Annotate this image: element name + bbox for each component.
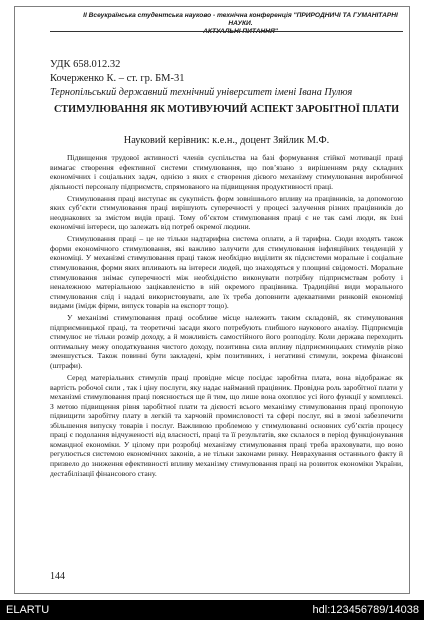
paragraph: У механізмі стимулювання праці особливе місце належить таким складовій, як стимулювання підприємницької праці, та теоретичні засади якого потребують глибшого наукового аналізу. Підприємців стимулює не тільки розмір доходу, а й можливість самостійного його розподілу. Коли держава переходить оптимальну межу оподаткування чистого доходу, позитивна сила впливу підприємницьких стимулів різко зменшується. Також повинні бути закладені, крім позитивних, і негативні стимули, зокрема фінансові (штрафи). xyxy=(50,313,403,370)
header-divider xyxy=(50,31,403,32)
author-line: Кочерженко К. – ст. гр. БМ-31 xyxy=(50,73,185,84)
conference-line-1: II Всеукраїнська студентська науково - технічна конференція "ПРИРОДНИЧІ ТА ГУМАНІТАРНІ НАУКИ. xyxy=(83,12,398,27)
paragraph: Стимулювання праці виступає як сукупність форм зовнішнього впливу на працівників, за допомогою яких суб’єкти стимулювання праці вирішують суперечності у процесі залучення різних працівників до неоднакових за змістом видів праці. Тому об’єктом стимулювання праці є не так самі люди, як їхні економічні інтереси, що залежать від потреб окремої людини. xyxy=(50,193,403,232)
paragraph: Підвищення трудової активності членів суспільства на базі формування стійкої мотивації праці вимагає створення ефективної системи стимулювання, що пов’язано з вирішенням ряду складних економічних і соціальних задач, однією з яких є створення дієвого механізму стимулювання виробничої діяльності персоналу підприємств, спрямованого на підвищення продуктивності праці. xyxy=(50,153,403,191)
udk-code: УДК 658.012.32 xyxy=(50,59,121,70)
repository-footer-bar xyxy=(0,600,424,620)
page-number: 144 xyxy=(50,571,65,582)
conference-line-2: АКТУАЛЬНІ ПИТАННЯ" xyxy=(203,28,278,35)
article-title: СТИМУЛЮВАННЯ ЯК МОТИВУЮЧИЙ АСПЕКТ ЗАРОБІТНОЇ ПЛАТИ xyxy=(53,104,400,115)
document-page xyxy=(14,6,410,594)
article-body xyxy=(50,153,403,481)
repository-name[interactable]: ELARTU xyxy=(6,604,50,616)
paragraph: Стимулювання праці – це не тільки надтарифна система оплати, а й тарифна. Сюди входять також форми економічного стимулювання, які важливо залучити для стимулювання інфляційних тенденцій у економіці. У механізмі стимулювання праці також необхідно виділити як підсистеми моральне і соціальне стимулювання, форми яких впливають на інтереси людей, що знаходяться у площині свідомості. Моральне стимулювання знімає суперечності між необхідністю виконувати потрібну підприємствам роботу і неналежною матеріальною зацікавленістю в ній окремого працівника. Традиційні види морального стимулювання слід і надалі використовувати, але їх треба доповнити адекватними ринковій економіці видами (імідж фірми, випуск товарів на експорт тощо). xyxy=(50,234,403,311)
conference-header xyxy=(78,12,403,36)
university-line: Тернопільський державний технічний університет імені Івана Пулюя xyxy=(50,87,353,98)
paragraph: Серед матеріальних стимулів праці провідне місце посідає заробітна плата, вона відображає як вартість робочої сили , так і ціну послуги, яку надає найманий працівник. Провідна роль заробітної плати у механізмі стимулювання праці пояснюється ще й тим, що лише вона охоплює усі його функції у комплексі. З метою підвищення рівня заробітної плати та дієвості всього механізму стимулювання праці пропоную підвищити заробітну плату в легкій та харчовій промисловості та сфері послуг, які в змозі забезпечити збільшення випуску товарів і послуг. Важливою проблемою у стимулюванні основних суб’єктів процесу праці є подолання відчуженості від власності, праці та її результатів, яке склалося в період функціонування командної економіки. У цілому при розробці механізму стимулювання праці треба враховувати, що воно регулюється системою економічних законів, а не тільки законами ринку. Неврахування останнього факту й призвело до зниження ефективності впливу механізму стимулювання праці на розвиток економіки України, дестабілізації фінансового стану. xyxy=(50,373,403,478)
handle-identifier[interactable]: hdl:123456789/14038 xyxy=(312,604,419,616)
supervisor-line: Науковий керівник: к.е.н., доцент Зяйлик М.Ф. xyxy=(123,135,330,146)
